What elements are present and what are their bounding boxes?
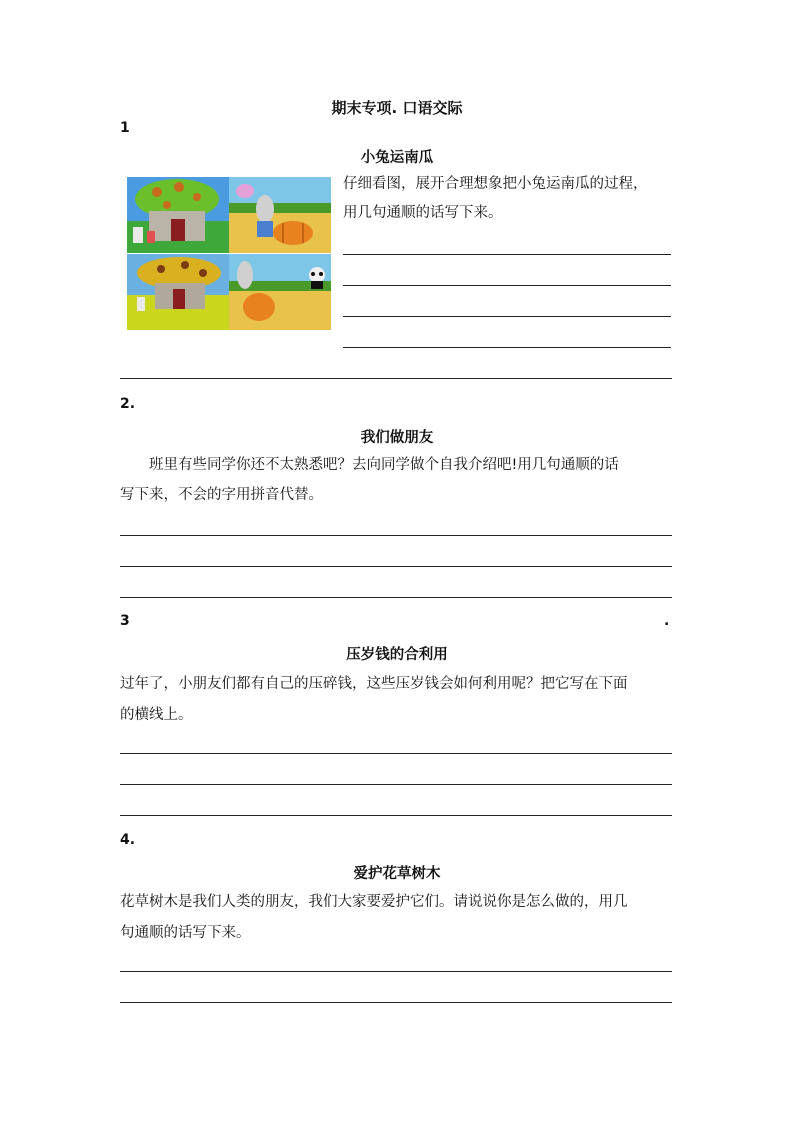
section-3-trailing-mark: . — [664, 613, 670, 629]
section-2-instruction-line-1: 班里有些同学你还不太熟悉吧？去向同学做个自我介绍吧!用几句通顺的话 — [120, 457, 619, 473]
answer-line — [120, 535, 672, 536]
section-1-number: 1 — [120, 120, 130, 136]
answer-line — [120, 566, 672, 567]
section-1-title: 小兔运南瓜 — [360, 150, 434, 166]
answer-line — [343, 254, 671, 255]
answer-line — [120, 753, 672, 754]
section-1-instruction-line-2: 用几句通顺的话写下来。 — [343, 205, 503, 221]
section-2-number: 2. — [120, 396, 136, 412]
section-2-title: 我们做朋友 — [360, 430, 434, 446]
answer-line — [120, 971, 672, 972]
section-3-number: 3 — [120, 613, 130, 629]
answer-line — [120, 597, 672, 598]
answer-line — [343, 285, 671, 286]
answer-line — [120, 815, 672, 816]
section-4-number: 4. — [120, 832, 136, 848]
pumpkin-story-picture — [127, 177, 331, 330]
answer-line — [120, 784, 672, 785]
answer-line — [120, 1002, 672, 1003]
section-3-title: 压岁钱的合利用 — [346, 647, 448, 663]
section-4-title: 爱护花草树木 — [353, 866, 441, 882]
section-4-instruction-line-1: 花草树木是我们人类的朋友，我们大家要爱护它们。请说说你是怎么做的，用几 — [120, 894, 628, 910]
answer-line — [120, 378, 672, 379]
section-2-instruction-line-2: 写下来，不会的字用拼音代替。 — [120, 487, 323, 503]
section-3-instruction-line-1: 过年了，小朋友们都有自己的压碎钱，这些压岁钱会如何利用呢？把它写在下面 — [120, 676, 628, 692]
answer-line — [343, 316, 671, 317]
pumpkin-story-illustration — [127, 177, 331, 330]
section-4-instruction-line-2: 句通顺的话写下来。 — [120, 925, 251, 941]
section-3-instruction-line-2: 的横线上。 — [120, 707, 193, 723]
page-title: 期末专项. 口语交际 — [331, 99, 463, 117]
answer-line — [343, 347, 671, 348]
section-1-instruction-line-1: 仔细看图，展开合理想象把小兔运南瓜的过程， — [343, 176, 648, 192]
